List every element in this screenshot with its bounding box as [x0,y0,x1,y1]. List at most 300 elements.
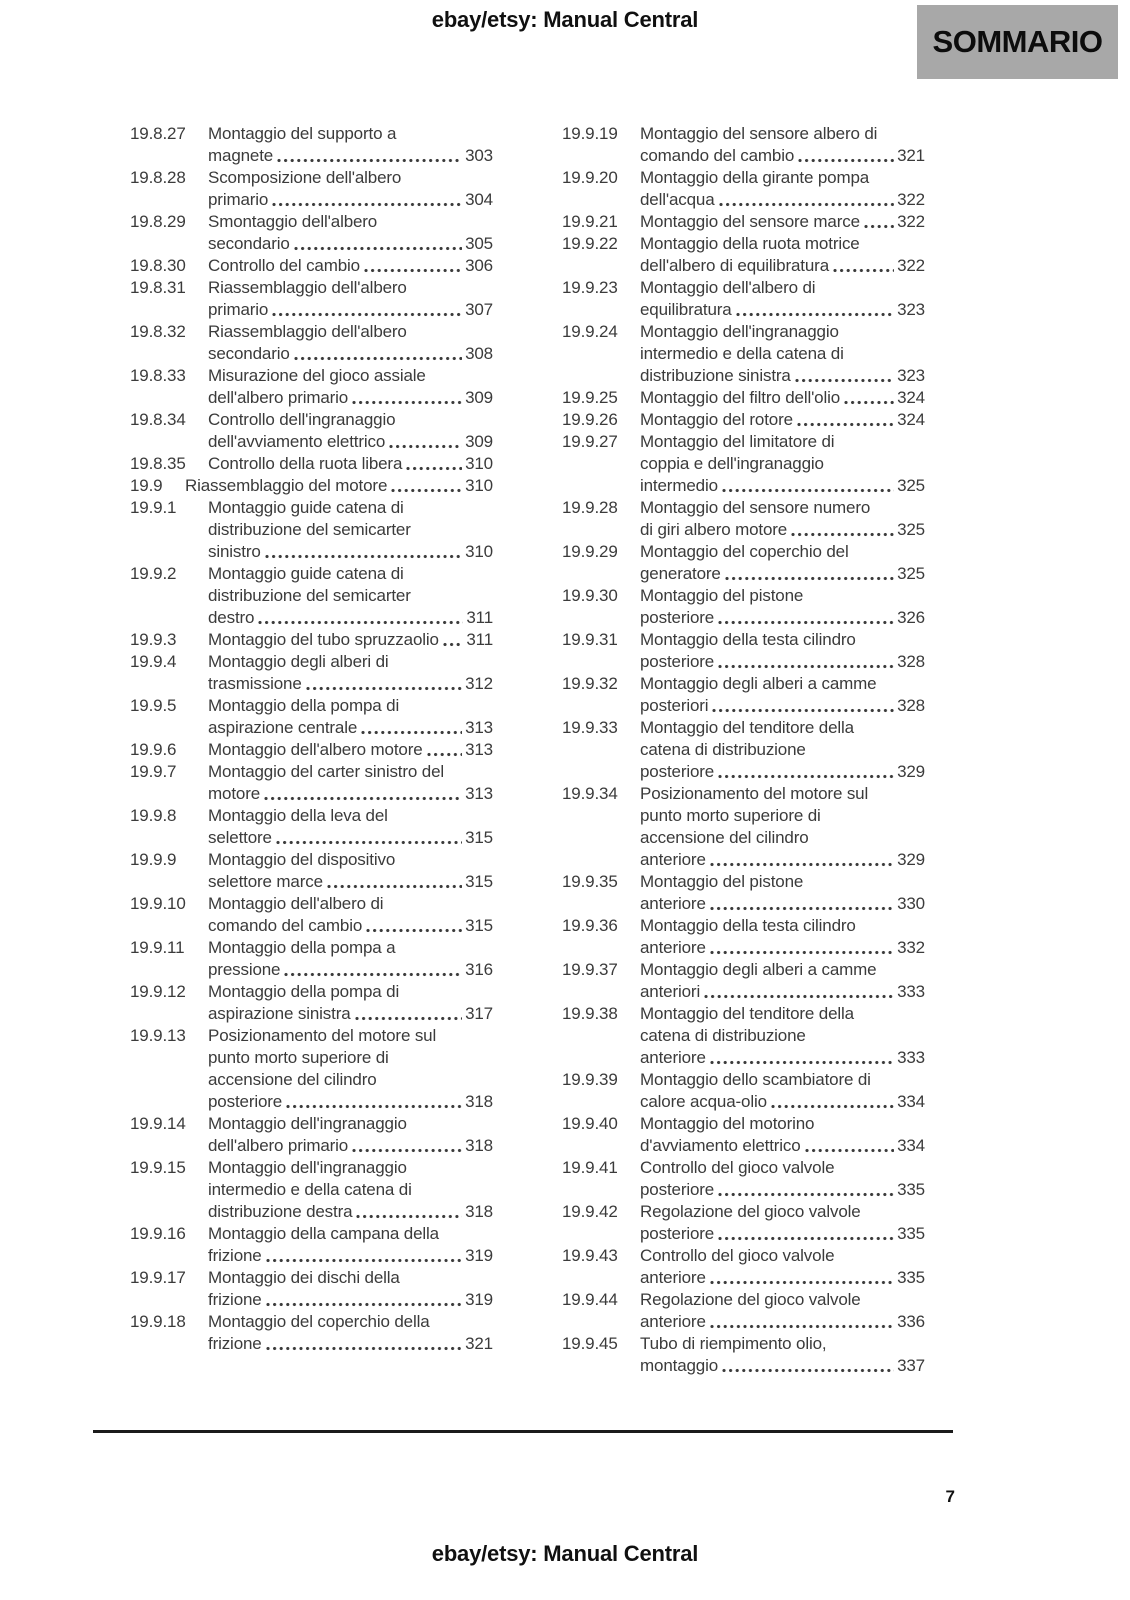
toc-entry[interactable] [130,277,493,321]
dotted-leader [711,695,894,717]
toc-entry-title-block [208,497,493,563]
toc-line: Montaggio degli alberi di [208,652,389,671]
toc-page-ref: 316 [465,960,493,979]
toc-line-text: posteriore [640,608,715,627]
toc-entry-number: 19.9.22 [562,234,618,253]
toc-line: Montaggio della pompa di [208,982,400,1001]
toc-entry[interactable] [130,453,493,475]
toc-line-text: Riassemblaggio del motore [185,476,388,495]
toc-page-ref: 317 [465,1004,493,1023]
toc-entry[interactable] [130,1311,493,1355]
toc-page-ref: 334 [897,1092,925,1111]
toc-entry-title-block [640,541,925,585]
toc-page-ref: 334 [897,1136,925,1155]
toc-entry-title-block [208,123,493,167]
toc-entry[interactable] [130,321,493,365]
toc-line: punto morto superiore di [208,1048,389,1067]
toc-entry[interactable] [562,123,925,167]
toc-entry[interactable] [562,915,925,959]
dotted-leader [721,475,894,497]
dotted-leader [717,607,894,629]
toc-page-ref: 323 [897,300,925,319]
toc-entry[interactable] [130,365,493,409]
toc-entry-title-block [640,123,925,167]
toc-entry-title-block [640,431,925,497]
toc-entry-title-block [208,453,493,475]
dotted-leader [709,1047,894,1069]
toc-entry-number: 19.9.5 [130,696,177,715]
toc-line [208,387,493,409]
toc-entry[interactable] [130,937,493,981]
toc-entry-number: 19.9.13 [130,1026,186,1045]
toc-line-text: anteriore [640,1048,706,1067]
toc-entry-title-block [208,1157,493,1223]
toc-entry-number: 19.8.31 [130,278,186,297]
toc-line-text: magnete [208,146,274,165]
toc-line-text: anteriore [640,894,706,913]
toc-line: Controllo dell'ingranaggio [208,410,396,429]
toc-entry[interactable] [562,1201,925,1245]
toc-entry[interactable] [130,409,493,453]
toc-entry[interactable] [562,673,925,717]
toc-entry-number: 19.8.33 [130,366,186,385]
toc-entry-number: 19.9.45 [562,1334,618,1353]
toc-entry[interactable] [562,585,925,629]
toc-entry[interactable] [130,629,493,651]
toc-entry[interactable] [562,1069,925,1113]
footer-divider [93,1430,953,1433]
toc-line [208,1135,493,1157]
toc-page-ref: 324 [897,388,925,407]
toc-entry[interactable] [562,1113,925,1157]
toc-entry-title-block [640,1333,925,1377]
toc-entry-number: 19.9.7 [130,762,177,781]
dotted-leader [717,761,894,783]
toc-entry[interactable] [130,1025,493,1113]
toc-page-ref: 303 [465,146,493,165]
toc-entry-title-block [208,409,493,453]
toc-entry-title-block [208,629,493,651]
dotted-leader [388,431,462,453]
toc-entry-number: 19.9.16 [130,1224,186,1243]
toc-line-text: posteriori [640,696,709,715]
toc-entry[interactable] [562,1003,925,1069]
toc-line: Riassemblaggio dell'albero [208,278,407,297]
dotted-leader [283,959,462,981]
header-title: ebay/etsy: Manual Central [431,7,699,32]
toc-entry[interactable] [130,893,493,937]
toc-entry-number: 19.9.43 [562,1246,618,1265]
toc-line [208,1333,493,1355]
toc-page-ref: 315 [465,916,493,935]
toc-entry-title-block [640,1003,925,1069]
toc-line: Montaggio dello scambiatore di [640,1070,871,1089]
toc-entry-title-block [640,915,925,959]
toc-line: Montaggio del coperchio del [640,542,849,561]
toc-entry-title-block [640,211,925,233]
toc-entry[interactable] [562,959,925,1003]
dotted-leader [365,915,462,937]
toc-entry-title-block [640,1113,925,1157]
toc-entry-title-block [208,365,493,409]
toc-entry-number: 19.9.10 [130,894,186,913]
toc-page-ref: 333 [897,982,925,1001]
toc-entry[interactable] [130,211,493,255]
toc-entry-title-block [640,629,925,673]
toc-entry[interactable] [130,849,493,893]
toc-entry-title-block [640,387,925,409]
toc-entry[interactable] [562,409,925,431]
toc-page-ref: 309 [465,432,493,451]
toc-entry[interactable] [562,629,925,673]
toc-line: Montaggio del sensore numero [640,498,871,517]
toc-line: Montaggio della campana della [208,1224,439,1243]
toc-line: intermedio e della catena di [208,1180,412,1199]
toc-line [208,915,493,937]
dotted-leader [703,981,894,1003]
toc-line: Posizionamento del motore sul [208,1026,437,1045]
toc-entry-number: 19.9.17 [130,1268,186,1287]
toc-entry-title-block [208,1223,493,1267]
toc-line: Montaggio della girante pompa [640,168,870,187]
toc-entry-title-block [208,1311,493,1355]
dotted-leader [263,783,462,805]
toc-line-text: posteriore [640,652,715,671]
dotted-leader [721,1355,894,1377]
dotted-leader [426,739,463,761]
dotted-leader [735,299,894,321]
toc-line-text: Montaggio del filtro dell'olio [640,388,841,407]
toc-line [640,1135,925,1157]
toc-page-ref: 313 [465,784,493,803]
toc-line-text: frizione [208,1334,262,1353]
dotted-leader [832,255,894,277]
toc-line: Montaggio guide catena di [208,498,404,517]
toc-entry-number: 19.9.26 [562,410,618,429]
toc-line-text: dell'acqua [640,190,715,209]
toc-entry-number: 19.9.2 [130,564,177,583]
toc-line-text: posteriore [640,1224,715,1243]
toc-line-text: aspirazione centrale [208,718,358,737]
toc-page-ref: 325 [897,476,925,495]
toc-line-text: anteriori [640,982,701,1001]
toc-entry[interactable] [130,1157,493,1223]
toc-entry[interactable] [130,255,493,277]
dotted-leader [305,673,462,695]
toc-page-ref: 326 [897,608,925,627]
toc-line-text: anteriore [640,938,706,957]
toc-page-ref: 307 [465,300,493,319]
toc-entry-number: 19.9.25 [562,388,618,407]
toc-entry[interactable] [562,1333,925,1377]
toc-entry[interactable] [130,497,493,563]
toc-entry-title-block [640,497,925,541]
toc-entry-title-block [208,277,493,321]
toc-entry[interactable] [130,123,493,167]
toc-entry-title-block [208,321,493,365]
toc-entry-number: 19.9.14 [130,1114,186,1133]
toc-line-text: pressione [208,960,281,979]
toc-line-text: equilibratura [640,300,732,319]
toc-page-ref: 323 [897,366,925,385]
toc-line [640,937,925,959]
toc-page-ref: 325 [897,520,925,539]
toc-page-ref: 335 [897,1268,925,1287]
dotted-leader [709,937,894,959]
toc-entry-title-block [208,1113,493,1157]
toc-entry[interactable] [562,497,925,541]
toc-line [640,365,925,387]
toc-page-ref: 305 [465,234,493,253]
toc-page-ref: 310 [465,476,493,495]
toc-entry-number: 19.9.9 [130,850,177,869]
toc-entry-number: 19.9.37 [562,960,618,979]
toc-entry-number: 19.8.32 [130,322,186,341]
toc-entry[interactable] [562,717,925,783]
toc-line-text: dell'albero di equilibratura [640,256,830,275]
toc-entry-title-block [640,409,925,431]
toc-page-ref: 310 [465,454,493,473]
dotted-leader [709,1267,894,1289]
toc-page-ref: 325 [897,564,925,583]
toc-entry[interactable] [130,1113,493,1157]
dotted-leader [264,541,462,563]
toc-entry[interactable] [130,761,493,805]
toc-entry-title-block [185,475,493,497]
dotted-leader [770,1091,894,1113]
page-number: 7 [945,1487,955,1506]
toc-entry[interactable] [562,211,925,233]
dotted-leader [354,1003,463,1025]
toc-page-ref: 312 [465,674,493,693]
toc-line [640,607,925,629]
toc-line-text: montaggio [640,1356,719,1375]
toc-line-text: sinistro [208,542,261,561]
toc-line: Montaggio degli alberi a camme [640,960,877,979]
toc-line-text: anteriore [640,850,706,869]
toc-line-text: secondario [208,234,290,253]
toc-line-text: selettore marce [208,872,323,891]
toc-line: Montaggio dell'ingranaggio [208,1158,407,1177]
dotted-leader [790,519,894,541]
toc-line-text: motore [208,784,261,803]
toc-line [208,629,493,651]
toc-line [640,849,925,871]
toc-entry[interactable] [562,233,925,277]
toc-entry[interactable] [130,651,493,695]
dotted-leader [804,1135,894,1157]
toc-line: Montaggio del motorino [640,1114,815,1133]
toc-line: Controllo del gioco valvole [640,1158,835,1177]
toc-line-text: primario [208,190,269,209]
toc-entry-number: 19.9.38 [562,1004,618,1023]
toc-page-ref: 321 [897,146,925,165]
toc-entry[interactable] [562,387,925,409]
toc-line [208,1201,493,1223]
toc-entry-number: 19.8.27 [130,124,186,143]
toc-line-text: distribuzione destra [208,1202,353,1221]
toc-page-ref: 322 [897,256,925,275]
toc-entry-title-block [640,783,925,871]
toc-entry[interactable] [562,871,925,915]
toc-line [208,343,493,365]
toc-line-text: Montaggio dell'albero motore [208,740,423,759]
toc-line: accensione del cilindro [640,828,809,847]
dotted-leader [326,871,462,893]
dotted-leader [724,563,894,585]
toc-entry[interactable] [130,563,493,629]
toc-entry-title-block [640,959,925,1003]
toc-entry[interactable] [130,805,493,849]
toc-page-ref: 313 [465,718,493,737]
dotted-leader [285,1091,462,1113]
toc-entry-number: 19.9.18 [130,1312,186,1331]
toc-entry-title-block [208,167,493,211]
toc-line [185,475,493,497]
toc-line-text: d'avviamento elettrico [640,1136,801,1155]
dotted-leader [794,365,894,387]
table-of-contents [130,123,925,1377]
toc-page-ref: 337 [897,1356,925,1375]
toc-line: Montaggio del dispositivo [208,850,396,869]
toc-line [640,981,925,1003]
dotted-leader [709,893,894,915]
toc-entry-number: 19.8.29 [130,212,186,231]
toc-line [640,893,925,915]
toc-entry[interactable] [130,695,493,739]
toc-entry[interactable] [130,475,493,497]
toc-page-ref: 313 [465,740,493,759]
toc-entry-number: 19.9.21 [562,212,618,231]
toc-entry-title-block [640,1201,925,1245]
toc-line-text: di giri albero motore [640,520,788,539]
toc-line: Montaggio del limitatore di [640,432,835,451]
toc-line [208,145,493,167]
toc-page-ref: 336 [897,1312,925,1331]
toc-line: distribuzione del semicarter [208,520,411,539]
toc-line-text: distribuzione sinistra [640,366,791,385]
dotted-leader [797,145,894,167]
toc-entry-number: 19.9.1 [130,498,177,517]
toc-entry-number: 19.9.4 [130,652,177,671]
toc-entry-title-block [208,1025,493,1113]
toc-line [640,695,925,717]
toc-line: Montaggio del supporto a [208,124,397,143]
toc-entry-number: 19.9.11 [130,938,185,957]
toc-line [208,959,493,981]
toc-page-ref: 304 [465,190,493,209]
toc-line-text: Montaggio del tubo spruzzaolio [208,630,439,649]
toc-entry[interactable] [562,321,925,387]
toc-entry[interactable] [562,1245,925,1289]
toc-line-text: primario [208,300,269,319]
dotted-leader [271,189,462,211]
toc-entry-title-block [208,761,493,805]
toc-entry-number: 19.9.8 [130,806,177,825]
toc-entry-number: 19.9.34 [562,784,618,803]
toc-entry-title-block [640,321,925,387]
toc-entry-number: 19.9.33 [562,718,618,737]
toc-line: Montaggio della testa cilindro [640,630,856,649]
toc-page-ref: 315 [465,872,493,891]
toc-entry[interactable] [130,1223,493,1267]
toc-entry[interactable] [562,783,925,871]
toc-page-ref: 322 [897,212,925,231]
toc-line-text: generatore [640,564,721,583]
toc-entry[interactable] [130,167,493,211]
toc-column-left [130,123,493,1377]
toc-entry-title-block [640,167,925,211]
toc-entry-title-block [640,1069,925,1113]
toc-line: accensione del cilindro [208,1070,377,1089]
toc-entry-title-block [208,1267,493,1311]
toc-line: Riassemblaggio dell'albero [208,322,407,341]
toc-entry-number: 19.9.12 [130,982,186,1001]
toc-entry-title-block [208,651,493,695]
toc-entry[interactable] [562,1289,925,1333]
toc-line [208,1289,493,1311]
toc-entry[interactable] [130,1267,493,1311]
toc-line: Montaggio dell'ingranaggio [208,1114,407,1133]
sommario-banner-label: SOMMARIO [932,24,1103,59]
sommario-banner [917,5,1118,79]
toc-line-text: anteriore [640,1312,706,1331]
toc-entry[interactable] [130,739,493,761]
toc-line [640,387,925,409]
toc-line-text: secondario [208,344,290,363]
toc-entry-title-block [640,233,925,277]
toc-entry-number: 19.9.36 [562,916,618,935]
dotted-leader [265,1289,462,1311]
toc-page-ref: 315 [465,828,493,847]
toc-line: Montaggio dell'albero di [640,278,816,297]
toc-line [208,453,493,475]
toc-page-ref: 324 [897,410,925,429]
toc-line-text: frizione [208,1246,262,1265]
toc-line [208,827,493,849]
toc-page-ref: 333 [897,1048,925,1067]
toc-line: Controllo del gioco valvole [640,1246,835,1265]
toc-page-ref: 330 [897,894,925,913]
dotted-leader [709,849,894,871]
toc-line-text: destro [208,608,255,627]
dotted-leader [717,1179,894,1201]
toc-entry-number: 19.9.27 [562,432,618,451]
toc-line-text: selettore [208,828,272,847]
dotted-leader [360,717,462,739]
toc-entry-title-block [640,1157,925,1201]
toc-line: catena di distribuzione [640,740,806,759]
toc-entry[interactable] [562,167,925,211]
toc-entry[interactable] [562,541,925,585]
toc-entry[interactable] [562,431,925,497]
dotted-leader [276,145,462,167]
toc-line [640,563,925,585]
toc-entry[interactable] [562,277,925,321]
toc-entry-number: 19.9.23 [562,278,618,297]
toc-page-ref: 311 [466,630,493,649]
toc-line: Montaggio del coperchio della [208,1312,430,1331]
toc-entry[interactable] [562,1157,925,1201]
toc-line [640,299,925,321]
dotted-leader [863,211,894,233]
toc-line-text: Montaggio del sensore marce [640,212,860,231]
toc-page-ref: 329 [897,762,925,781]
toc-entry[interactable] [130,981,493,1025]
dotted-leader [293,233,462,255]
dotted-leader [351,1135,462,1157]
toc-line: Regolazione del gioco valvole [640,1202,861,1221]
